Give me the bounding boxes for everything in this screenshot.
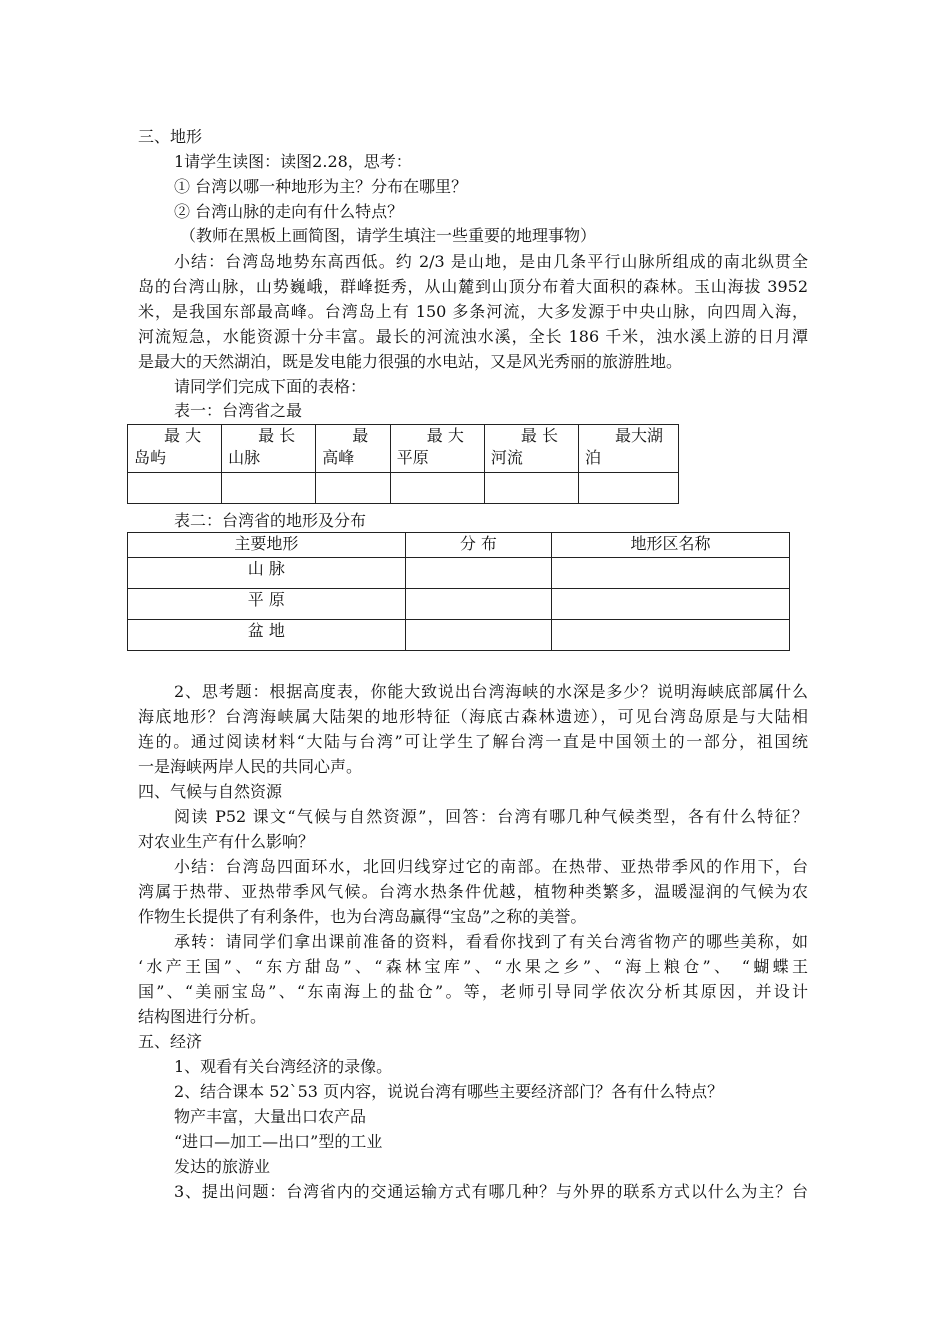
table1-extremes bbox=[127, 424, 679, 504]
section4-heading: 四、气候与自然资源 bbox=[138, 782, 283, 801]
economy-sub-item: 物产丰富，大量出口农产品 bbox=[174, 1107, 367, 1126]
table1-header-cell: 最大湖 泊 bbox=[578, 425, 678, 473]
table1-answer-cell bbox=[578, 473, 678, 504]
table2-header-cell: 分 布 bbox=[405, 533, 551, 558]
table1-answer-cell bbox=[390, 473, 484, 504]
table-row bbox=[128, 558, 790, 589]
landform-cell: 平 原 bbox=[128, 589, 406, 620]
table2-header-cell: 主要地形 bbox=[128, 533, 406, 558]
table1-answer-cell bbox=[222, 473, 316, 504]
transition-line: 结构图进行分析。 bbox=[138, 1007, 267, 1026]
question-2-line: 海底地形？台湾海峡属大陆架的地形特征（海底古森林遗迹），可见台湾岛原是与大陆相 bbox=[138, 707, 808, 726]
table1-header-row bbox=[128, 425, 679, 473]
table1-caption: 表一：台湾省之最 bbox=[174, 401, 303, 420]
table-row bbox=[128, 589, 790, 620]
table2-caption: 表二：台湾省的地形及分布 bbox=[174, 511, 367, 530]
table1-header-cell: 最 高峰 bbox=[316, 425, 391, 473]
distribution-cell bbox=[405, 589, 551, 620]
question-1: 1请学生读图：读图2.28，思考： bbox=[174, 152, 412, 171]
table1-header-cell: 最 长 山脉 bbox=[222, 425, 316, 473]
table1-answer-cell bbox=[484, 473, 578, 504]
region-name-cell bbox=[552, 589, 790, 620]
question-2-line: 连的。通过阅读材料“大陆与台湾”可让学生了解台湾一直是中国领土的一部分，祖国统 bbox=[138, 732, 808, 751]
table1-header-cell: 最 大 岛屿 bbox=[128, 425, 222, 473]
table1-answer-row bbox=[128, 473, 679, 504]
section3-heading: 三、地形 bbox=[138, 127, 203, 146]
economy-item-2: 2、结合课本 52`53 页内容，说说台湾有哪些主要经济部门？各有什么特点？ bbox=[174, 1082, 724, 1101]
reading-line: 对农业生产有什么影响？ bbox=[138, 832, 315, 851]
summary-line: 小结：台湾岛地势东高西低。约 2/3 是山地，是由几条平行山脉所组成的南北纵贯全 bbox=[174, 252, 808, 271]
transition-line: 国”、“美丽宝岛”、“东南海上的盐仓”。等，老师引导同学依次分析其原因，并设计 bbox=[138, 982, 808, 1001]
economy-sub-item: “进口—加工—出口”型的工业 bbox=[174, 1132, 383, 1151]
table-row bbox=[128, 620, 790, 651]
question-1b: ② 台湾山脉的走向有什么特点？ bbox=[174, 202, 404, 221]
table1-answer-cell bbox=[316, 473, 391, 504]
landform-cell: 盆 地 bbox=[128, 620, 406, 651]
teacher-note: （教师在黑板上画简图，请学生填注一些重要的地理事物） bbox=[180, 226, 597, 245]
reading-line: 阅读 P52 课文“气候与自然资源”，回答：台湾有哪几种气候类型，各有什么特征？ bbox=[174, 807, 808, 826]
climate-summary-line: 湾属于热带、亚热带季风气候。台湾水热条件优越，植物种类繁多，温暖湿润的气候为农 bbox=[138, 882, 808, 901]
summary-line: 岛的台湾山脉，山势巍峨，群峰挺秀，从山麓到山顶分布着大面积的森林。玉山海拔 3952 bbox=[138, 277, 808, 296]
summary-line: 河流短急，水能资源十分丰富。最长的河流浊水溪，全长 186 千米，浊水溪上游的日月潭 bbox=[138, 327, 808, 346]
table2-landforms bbox=[127, 532, 790, 651]
summary-line: 米，是我国东部最高峰。台湾岛上有 150 多条河流，大多发源于中央山脉，向四周入海， bbox=[138, 302, 808, 321]
transition-line: ‘水产王国”、“东方甜岛”、“森林宝库”、“水果之乡”、“海上粮仓”、 “蝴蝶王 bbox=[138, 957, 808, 976]
economy-item-1: 1、观看有关台湾经济的录像。 bbox=[174, 1057, 393, 1076]
table1-header-cell: 最 大 平原 bbox=[390, 425, 484, 473]
climate-summary-line: 作物生长提供了有利条件，也为台湾岛赢得“宝岛”之称的美誉。 bbox=[138, 907, 587, 926]
table1-answer-cell bbox=[128, 473, 222, 504]
table1-header-cell: 最 长 河流 bbox=[484, 425, 578, 473]
transition-line: 承转：请同学们拿出课前准备的资料，看看你找到了有关台湾省物产的哪些美称，如 bbox=[174, 932, 808, 951]
question-2-line: 2、思考题：根据高度表，你能大致说出台湾海峡的水深是多少？说明海峡底部属什么 bbox=[174, 682, 808, 701]
summary-line: 是最大的天然湖泊，既是发电能力很强的水电站，又是风光秀丽的旅游胜地。 bbox=[138, 352, 683, 371]
region-name-cell bbox=[552, 620, 790, 651]
table2-header-row bbox=[128, 533, 790, 558]
distribution-cell bbox=[405, 620, 551, 651]
question-2-line: 一是海峡两岸人民的共同心声。 bbox=[138, 757, 363, 776]
section5-heading: 五、经济 bbox=[138, 1032, 203, 1051]
economy-sub-item: 发达的旅游业 bbox=[174, 1157, 271, 1176]
distribution-cell bbox=[405, 558, 551, 589]
table-prompt: 请同学们完成下面的表格： bbox=[174, 377, 367, 396]
region-name-cell bbox=[552, 558, 790, 589]
economy-item-3: 3、提出问题：台湾省内的交通运输方式有哪几种？与外界的联系方式以什么为主？台 bbox=[174, 1182, 808, 1201]
climate-summary-line: 小结：台湾岛四面环水，北回归线穿过它的南部。在热带、亚热带季风的作用下，台 bbox=[174, 857, 808, 876]
table2-header-cell: 地形区名称 bbox=[552, 533, 790, 558]
question-1a: ① 台湾以哪一种地形为主？分布在哪里？ bbox=[174, 177, 468, 196]
landform-cell: 山 脉 bbox=[128, 558, 406, 589]
